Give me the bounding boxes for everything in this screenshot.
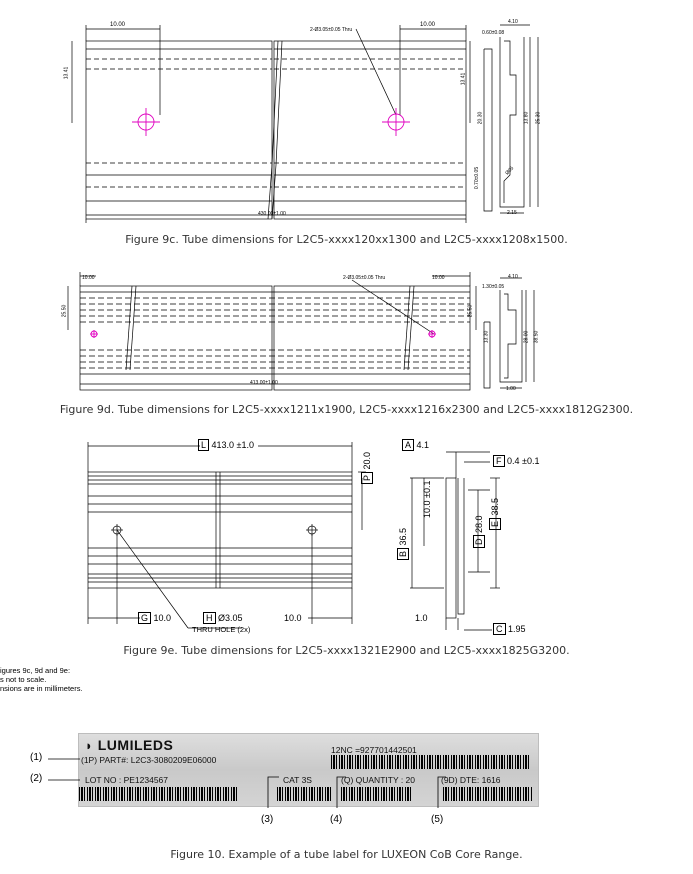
- fig9e-G-tag: G: [138, 612, 151, 624]
- fig9d-side-top: 4.10: [508, 274, 518, 280]
- quantity-label: (Q) QUANTITY : 20: [341, 775, 415, 785]
- fig9e-H-label: [203, 613, 243, 623]
- callout-2: (2): [30, 773, 43, 784]
- fig9e-F-value: 0.4 ±0.1: [507, 456, 540, 466]
- fig9d-dim-left: 10.00: [82, 275, 95, 281]
- fig9e-D-label: [474, 515, 484, 548]
- fig9e-F-label: [493, 456, 539, 466]
- figure-notes: [0, 666, 120, 693]
- figure-9d-drawing: [60, 270, 550, 400]
- fig9e-B-value: 36.5: [398, 527, 408, 546]
- fig9d-length: 413.00±1.00: [250, 380, 278, 386]
- fig9e-H-value: Ø3.05: [218, 613, 243, 623]
- fig9e-P-tag: P: [361, 472, 373, 484]
- fig9c-side-d1: 20.30: [477, 111, 484, 125]
- twelve-nc: 12NC =927701442501: [331, 745, 417, 755]
- fig9c-side-top: 4.10: [508, 19, 518, 25]
- fig9e-H-tag: H: [203, 612, 216, 624]
- fig9e-E-tag: E: [489, 518, 501, 530]
- fig9e-H-note: THRU HOLE (2x): [192, 625, 251, 634]
- fig9c-side-d5: Ø05: [504, 165, 516, 177]
- figure-9e-caption: Figure 9e. Tube dimensions for L2C5-xxxx1321E2900 and L2C5-xxxx1825G3200.: [123, 644, 570, 657]
- fig9d-side-d1: 13.30: [483, 330, 490, 344]
- fig9e-L-label: [198, 440, 254, 450]
- fig9d-dim-right: 10.00: [432, 275, 445, 281]
- fig9c-hole-note: 2-Ø3.05±0.05 Thru: [310, 27, 353, 33]
- fig9e-C-label: [493, 624, 526, 634]
- fig9e-L-value: 413.0 ±1.0: [211, 440, 255, 450]
- fig9e-A-label: [402, 440, 429, 450]
- fig9d-side-bottom: 1.00: [506, 386, 516, 392]
- fig9c-height-left: 13.41: [63, 66, 70, 80]
- fig9c-dim-right: 10.00: [420, 22, 436, 28]
- fig9e-B-tag: B: [397, 548, 409, 560]
- fig9e-F-tag: F: [493, 455, 505, 467]
- fig9c-side-top2: 0.60±0.08: [482, 30, 505, 36]
- notes-line-3: nsions are in millimeters.: [0, 684, 83, 693]
- fig9c-height-right: 13.41: [460, 72, 467, 86]
- fig9c-side-d4: 0.70±0.05: [474, 166, 481, 190]
- label-callout-lines: [0, 730, 693, 830]
- fig9e-P-value: 20.0: [362, 451, 372, 470]
- cat-label: CAT 3S: [283, 775, 312, 785]
- fig9d-side-top2: 1.30±0.05: [482, 284, 505, 290]
- fig9e-A-tag: A: [402, 439, 414, 451]
- fig9e-C-left-dim: 1.0: [415, 613, 428, 623]
- fig9e-G-label: [138, 613, 171, 623]
- figure-9c-caption: Figure 9c. Tube dimensions for L2C5-xxxx120xx1300 and L2C5-xxxx1208x1500.: [125, 233, 568, 246]
- callout-1: (1): [30, 752, 43, 763]
- figure-10-caption: Figure 10. Example of a tube label for LUXEON CoB Core Range.: [170, 848, 523, 861]
- brand-name: LUMILEDS: [97, 737, 174, 753]
- fig9d-side-d2: 28.00: [523, 330, 530, 344]
- callout-3: (3): [261, 814, 274, 825]
- fig9e-A-value: 4.1: [416, 440, 430, 450]
- callout-5: (5): [431, 814, 444, 825]
- fig9e-C-tag: C: [493, 623, 506, 635]
- fig9e-G-value: 10.0: [153, 613, 172, 623]
- fig9e-D-value: 28.0: [474, 515, 484, 533]
- part-number: (1P) PART#: L2C3-3080209E06000: [81, 755, 217, 765]
- fig9e-C-value: 1.95: [508, 624, 526, 634]
- fig9d-hole-note: 2-Ø3.05±0.05 Thru: [343, 275, 386, 281]
- fig9e-P-label: [362, 452, 372, 484]
- fig9c-length: 430.00±1.00: [258, 211, 286, 217]
- lumileds-logo-icon: ◗: [85, 738, 94, 753]
- fig9d-height-right: 25.50: [467, 304, 474, 318]
- fig9c-dim-left: 10.00: [110, 22, 126, 28]
- fig9e-tolerance: 10.0 ±0.1: [422, 480, 432, 518]
- fig9d-side-d3: 38.50: [533, 330, 540, 344]
- notes-line-2: s not to scale.: [0, 675, 47, 684]
- notes-line-1: igures 9c, 9d and 9e:: [0, 666, 71, 675]
- figure-9e-drawing: [80, 438, 540, 638]
- fig9d-height-left: 25.50: [61, 304, 68, 318]
- fig9c-side-d3: 25.30: [535, 111, 542, 125]
- fig9e-L-tag: L: [198, 439, 209, 451]
- fig9e-D-tag: D: [473, 536, 485, 549]
- dte-label: (9D) DTE: 1616: [441, 775, 501, 785]
- figure-9d-caption: Figure 9d. Tube dimensions for L2C5-xxxx1211x1900, L2C5-xxxx1216x2300 and L2C5-xxxx1812G2300.: [59, 403, 634, 416]
- callout-4: (4): [330, 814, 343, 825]
- fig9c-side-d2: 13.80: [523, 111, 530, 125]
- fig9e-right-dim: 10.0: [284, 613, 302, 623]
- fig9e-E-value: 38.5: [490, 497, 500, 516]
- fig9c-side-bottom: 2.15: [507, 210, 517, 216]
- fig9e-B-label: [398, 528, 408, 560]
- fig9e-E-label: [490, 498, 500, 530]
- lot-number: LOT NO : PE1234567: [85, 775, 169, 785]
